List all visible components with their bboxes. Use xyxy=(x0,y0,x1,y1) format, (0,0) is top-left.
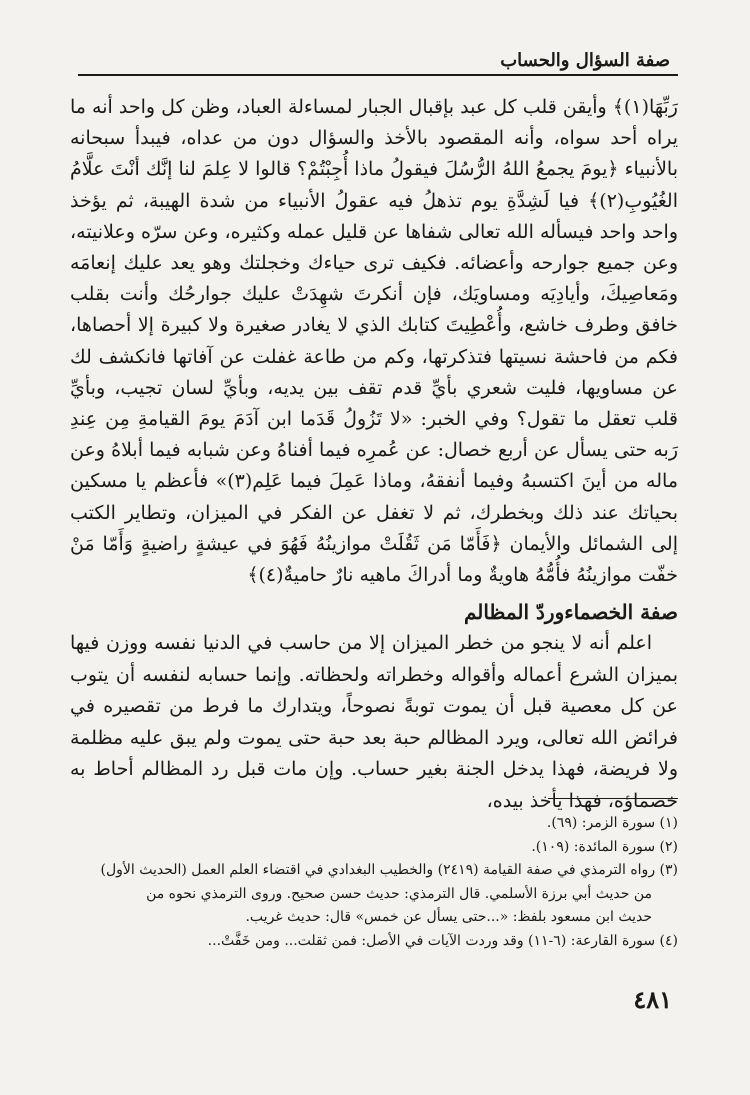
footnotes xyxy=(66,812,678,953)
footnote-2: (٢) سورة المائدة: (١٠٩). xyxy=(531,838,678,855)
section-text xyxy=(70,628,678,817)
footnote-3-continued-2: حديث ابن مسعود بلفظ: «...حتى يسأل عن خمس» قال: حديث غريب. xyxy=(245,909,652,925)
section-paragraph: اعلم أنه لا ينجو من خطر الميزان إلا من حاسب في الدنيا نفسه ووزن فيها بميزان الشرع أعماله وأقواله وخطراته ولحظاته. وإنما حسابه لنفسه أن يتوب عن كل معصية قبل أن يموت توبةً نصوحاً، ويتدارك ما فرط من تقصيره في فرائض الله تعالى، ويرد المظالم حبة بعد حبة حتى يموت ولم يبق عليه مظلمة ولا فريضة، فهذا يدخل الجنة بغير حساب. وإن مات قبل رد المظالم أحاط به خصماؤه، فهذا يأخذ بيده، xyxy=(70,632,678,812)
header-rule xyxy=(78,74,678,76)
main-text xyxy=(70,92,678,591)
footnote-1: (١) سورة الزمر: (٦٩). xyxy=(546,815,678,831)
section-heading: صفة الخصماءوردّ المظالم xyxy=(463,600,678,624)
main-paragraph: رَبِّهَا(١)﴾ وأيقن قلب كل عبد بإقبال الجبار لمساءلة العباد، وظن كل واحد أنه ما يراه أحد سواه، وأنه المقصود بالأخذ والسؤال دون من عداه، فيبدأ سبحانه بالأنبياء ﴿يومَ يجمعُ اللهُ الرُّسُلَ فيقولُ ماذا أُجِبْتُمْ؟ قالوا لا عِلمَ لنا إنَّك أنْتَ علَّامُ الغُيُوبِ(٢)﴾ فيا لَشِدَّةِ يوم تذهلُ فيه عقولُ الأنبياء من شدة الهيبة، ثم يؤخذ واحد واحد فيسأله الله تعالى شفاها عن قليل عمله وكثيره، وعن سرّه وعلانيته، وعن جميع جوارحه وأعضائه. فكيف ترى حياءك وخجلتك وهو يعد عليك إنعامَه ومَعاصِيكَ، وأيادِيَه ومساويَك، فإن أنكرتَ شهِدَتْ عليك جوارحُك وأنت بقلب خافق وطرف خاشع، وأُعْطِيتَ كتابك الذي لا يغادر صغيرة ولا كبيرة إلا أحصاها، فكم من فاحشة نسيتها فتذكرتها، وكم من طاعة غفلت عن آفاتها فانكشف لك عن مساويها، فليت شعري بأيِّ قدم تقف بين يديه، وبأيِّ لسان تجيب، وبأيِّ قلب تعقل ما تقول؟ وفي الخبر: «لا تَزُولُ قَدَما ابن آدَمَ يومَ القيامةِ مِن عِندِ رَبه حتى يسأل عن أربع خصال: عن عُمرِه فيما أفناهُ وعن شبابه فيما أبلاهُ وعن ماله من أينَ اكتسبهُ وفيما أنفقهُ، وماذا عَمِلَ فيما عَلِم(٣)» فأعظم يا مسكين بحياتك عند ذلك وبخطرك، ثم لا تغفل عن الفكر في الميزان، وتطاير الكتب إلى الشمائل والأيمان ﴿فَأَمّا مَن ثَقُلَتْ موازينُهُ فَهُوَ في عيشةٍ راضيةٍ وَأَمّا مَنْ خفّت موازينُهُ فأُمُّهُ هاويةٌ وما أدراكَ ماهيه نارٌ حاميةٌ(٤)﴾ xyxy=(70,96,678,587)
footnote-separator xyxy=(548,798,678,799)
running-header: صفة السؤال والحساب xyxy=(500,50,670,71)
page-number: ٤٨١ xyxy=(633,985,672,1014)
footnote-3: (٣) رواه الترمذي في صفة القيامة (٢٤١٩) والخطيب البغدادي في اقتضاء العلم العمل (الحديث الأول) xyxy=(100,862,678,878)
footnote-3-continued: من حديث أبي برزة الأسلمي. قال الترمذي: حديث حسن صحيح. وروى الترمذي نحوه من xyxy=(146,885,652,902)
footnote-4: (٤) سورة القارعة: (٦-١١) وقد وردت الآيات في الأصل: فمن ثقلت... ومن خَفَّتْ... xyxy=(207,932,678,949)
